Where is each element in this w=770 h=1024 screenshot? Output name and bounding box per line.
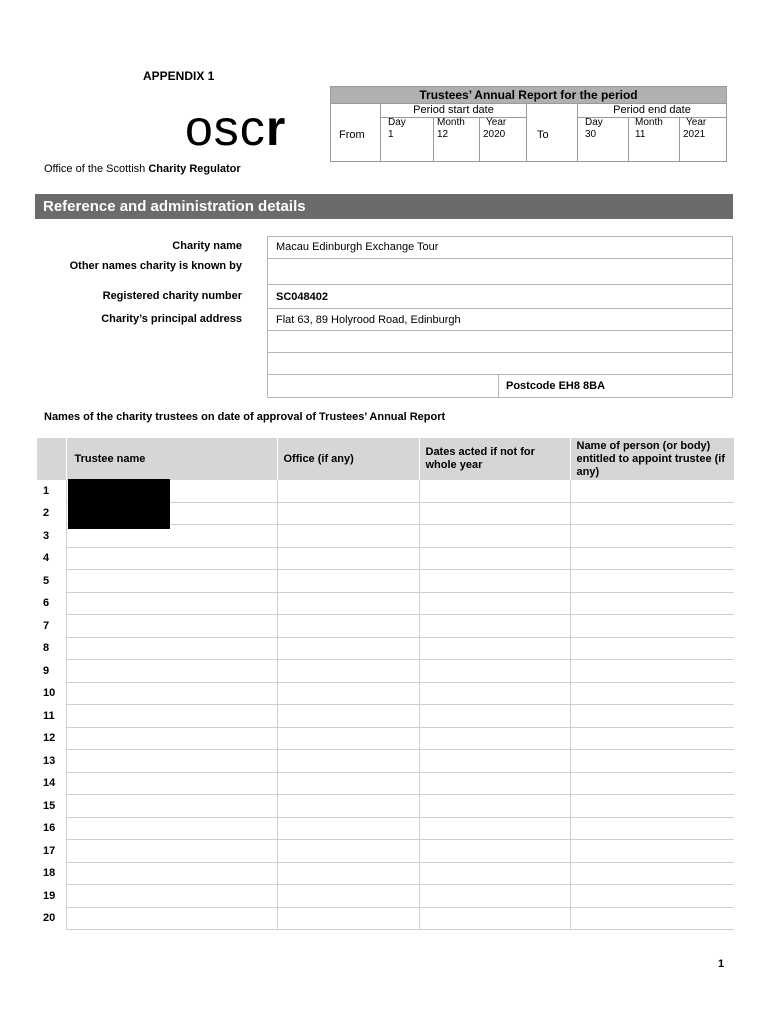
trustee-name-cell[interactable] bbox=[66, 862, 277, 885]
table-row bbox=[37, 750, 734, 773]
start-year-label: Year bbox=[486, 117, 507, 128]
office-cell[interactable] bbox=[277, 637, 419, 660]
table-row bbox=[37, 817, 734, 840]
office-cell[interactable] bbox=[277, 480, 419, 502]
appointer-cell[interactable] bbox=[570, 592, 734, 615]
dates-cell[interactable] bbox=[419, 750, 570, 773]
appointer-cell[interactable] bbox=[570, 840, 734, 863]
tagline-bold: Charity Regulator bbox=[148, 163, 241, 175]
office-cell[interactable] bbox=[277, 570, 419, 593]
start-day-label: Day bbox=[388, 117, 406, 128]
office-cell[interactable] bbox=[277, 525, 419, 548]
office-cell[interactable] bbox=[277, 727, 419, 750]
dates-cell[interactable] bbox=[419, 637, 570, 660]
dates-cell[interactable] bbox=[419, 795, 570, 818]
table-row bbox=[37, 862, 734, 885]
dates-cell[interactable] bbox=[419, 840, 570, 863]
office-cell[interactable] bbox=[277, 682, 419, 705]
page-number: 1 bbox=[718, 958, 725, 970]
row-number: 20 bbox=[43, 912, 56, 925]
appointer-cell[interactable] bbox=[570, 525, 734, 548]
appointer-cell[interactable] bbox=[570, 795, 734, 818]
dates-cell[interactable] bbox=[419, 682, 570, 705]
row-number: 7 bbox=[43, 619, 50, 632]
dates-cell[interactable] bbox=[419, 615, 570, 638]
row-number: 4 bbox=[43, 552, 50, 565]
trustee-name-cell[interactable] bbox=[66, 817, 277, 840]
trustee-name-cell[interactable] bbox=[66, 547, 277, 570]
postcode-field[interactable]: Postcode EH8 8BA bbox=[506, 380, 606, 392]
appointer-cell[interactable] bbox=[570, 727, 734, 750]
end-day-label: Day bbox=[585, 117, 603, 128]
dates-cell[interactable] bbox=[419, 907, 570, 930]
row-number: 8 bbox=[43, 642, 50, 655]
table-row bbox=[37, 592, 734, 615]
row-number: 14 bbox=[43, 777, 56, 790]
logo-text: osc bbox=[185, 100, 266, 156]
address-line2-field[interactable] bbox=[267, 330, 733, 353]
trustees-title: Names of the charity trustees on date of approval of Trustees’ Annual Report bbox=[44, 411, 446, 423]
table-row bbox=[37, 547, 734, 570]
start-day-value[interactable]: 1 bbox=[388, 129, 394, 140]
table-row bbox=[37, 615, 734, 638]
office-cell[interactable] bbox=[277, 660, 419, 683]
dates-cell[interactable] bbox=[419, 480, 570, 502]
row-number-header bbox=[37, 438, 66, 480]
appointer-cell[interactable] bbox=[570, 502, 734, 525]
trustee-name-cell[interactable] bbox=[66, 615, 277, 638]
appointer-cell[interactable] bbox=[570, 907, 734, 930]
period-table bbox=[330, 86, 727, 162]
office-cell[interactable] bbox=[277, 615, 419, 638]
office-cell[interactable] bbox=[277, 750, 419, 773]
trustee-name-cell[interactable] bbox=[66, 592, 277, 615]
to-label: To bbox=[537, 129, 549, 141]
office-cell[interactable] bbox=[277, 795, 419, 818]
period-end-label: Period end date bbox=[613, 104, 691, 116]
appointer-cell[interactable] bbox=[570, 480, 734, 502]
end-year-value[interactable]: 2021 bbox=[683, 129, 706, 140]
appointer-cell[interactable] bbox=[570, 817, 734, 840]
table-row bbox=[37, 727, 734, 750]
dates-cell[interactable] bbox=[419, 727, 570, 750]
office-cell[interactable] bbox=[277, 547, 419, 570]
row-number: 17 bbox=[43, 844, 56, 857]
row-number: 18 bbox=[43, 867, 56, 880]
office-header: Office (if any) bbox=[277, 438, 419, 480]
dates-cell[interactable] bbox=[419, 862, 570, 885]
end-month-label: Month bbox=[635, 117, 663, 128]
appointer-header: Name of person (or body) entitled to appoint trustee (if any) bbox=[570, 438, 734, 480]
trustee-name-cell[interactable] bbox=[66, 907, 277, 930]
trustee-name-cell[interactable] bbox=[66, 795, 277, 818]
period-title: Trustees’ Annual Report for the period bbox=[331, 87, 726, 103]
address-line3-field[interactable] bbox=[267, 352, 733, 375]
trustee-name-cell[interactable] bbox=[66, 840, 277, 863]
end-month-value[interactable]: 11 bbox=[635, 129, 646, 140]
trustee-name-cell[interactable] bbox=[66, 660, 277, 683]
address-line1-field[interactable]: Flat 63, 89 Holyrood Road, Edinburgh bbox=[267, 308, 733, 331]
dates-cell[interactable] bbox=[419, 772, 570, 795]
row-number: 19 bbox=[43, 889, 56, 902]
dates-cell[interactable] bbox=[419, 547, 570, 570]
office-cell[interactable] bbox=[277, 840, 419, 863]
row-number: 1 bbox=[43, 485, 50, 497]
table-row bbox=[37, 885, 734, 908]
table-row bbox=[37, 570, 734, 593]
office-cell[interactable] bbox=[277, 592, 419, 615]
reg-number-label: Registered charity number bbox=[102, 290, 242, 302]
appointer-cell[interactable] bbox=[570, 750, 734, 773]
other-names-field[interactable] bbox=[267, 258, 733, 285]
office-cell[interactable] bbox=[277, 885, 419, 908]
office-cell[interactable] bbox=[277, 772, 419, 795]
appointer-cell[interactable] bbox=[570, 772, 734, 795]
logo-text-bold: r bbox=[265, 100, 287, 156]
row-number: 16 bbox=[43, 822, 56, 835]
trustee-name-header: Trustee name bbox=[66, 438, 277, 480]
appendix-label: APPENDIX 1 bbox=[143, 69, 215, 83]
office-cell[interactable] bbox=[277, 862, 419, 885]
trustee-name-cell[interactable] bbox=[66, 727, 277, 750]
oscr-logo bbox=[185, 100, 286, 156]
trustee-name-cell[interactable] bbox=[66, 885, 277, 908]
table-row bbox=[37, 840, 734, 863]
dates-cell[interactable] bbox=[419, 705, 570, 728]
address-postcode-row bbox=[267, 374, 733, 398]
row-number: 6 bbox=[43, 597, 50, 610]
row-number: 11 bbox=[43, 709, 55, 722]
address-label: Charity’s principal address bbox=[101, 313, 242, 325]
dates-cell[interactable] bbox=[419, 592, 570, 615]
trustee-name-cell[interactable] bbox=[66, 637, 277, 660]
end-day-value[interactable]: 30 bbox=[585, 129, 597, 140]
row-number: 15 bbox=[43, 799, 56, 812]
appointer-cell[interactable] bbox=[570, 547, 734, 570]
row-number: 3 bbox=[43, 529, 50, 542]
dates-header: Dates acted if not for whole year bbox=[419, 438, 570, 480]
office-cell[interactable] bbox=[277, 705, 419, 728]
table-row bbox=[37, 637, 734, 660]
appointer-cell[interactable] bbox=[570, 682, 734, 705]
row-number: 13 bbox=[43, 754, 56, 767]
table-row bbox=[37, 772, 734, 795]
dates-cell[interactable] bbox=[419, 570, 570, 593]
tagline-prefix: Office of the Scottish bbox=[44, 163, 149, 175]
office-cell[interactable] bbox=[277, 817, 419, 840]
appointer-cell[interactable] bbox=[570, 862, 734, 885]
table-row bbox=[37, 795, 734, 818]
dates-cell[interactable] bbox=[419, 502, 570, 525]
appointer-cell[interactable] bbox=[570, 705, 734, 728]
redaction-block bbox=[68, 479, 170, 529]
from-label: From bbox=[339, 129, 365, 141]
appointer-cell[interactable] bbox=[570, 885, 734, 908]
row-number: 9 bbox=[43, 664, 50, 677]
office-cell[interactable] bbox=[277, 502, 419, 525]
start-month-value[interactable]: 12 bbox=[437, 129, 449, 140]
oscr-tagline bbox=[44, 163, 241, 175]
row-number: 5 bbox=[43, 574, 50, 587]
charity-name-field[interactable]: Macau Edinburgh Exchange Tour bbox=[267, 236, 733, 259]
dates-cell[interactable] bbox=[419, 525, 570, 548]
period-start-label: Period start date bbox=[413, 104, 494, 116]
appointer-cell[interactable] bbox=[570, 660, 734, 683]
appointer-cell[interactable] bbox=[570, 637, 734, 660]
table-row bbox=[37, 907, 734, 930]
start-year-value[interactable]: 2020 bbox=[483, 129, 506, 140]
reg-number-field[interactable]: SC048402 bbox=[267, 284, 733, 309]
other-names-label: Other names charity is known by bbox=[69, 260, 242, 272]
section-title: Reference and administration details bbox=[35, 194, 733, 219]
start-month-label: Month bbox=[437, 117, 465, 128]
trustee-name-cell[interactable] bbox=[66, 750, 277, 773]
table-row bbox=[37, 660, 734, 683]
appointer-cell[interactable] bbox=[570, 570, 734, 593]
row-number: 2 bbox=[43, 507, 50, 520]
trustee-name-cell[interactable] bbox=[66, 570, 277, 593]
dates-cell[interactable] bbox=[419, 660, 570, 683]
office-cell[interactable] bbox=[277, 907, 419, 930]
end-year-label: Year bbox=[686, 117, 707, 128]
row-number: 12 bbox=[43, 732, 56, 745]
row-number: 10 bbox=[43, 687, 56, 700]
trustee-name-cell[interactable] bbox=[66, 705, 277, 728]
charity-name-label: Charity name bbox=[172, 240, 242, 252]
dates-cell[interactable] bbox=[419, 817, 570, 840]
dates-cell[interactable] bbox=[419, 885, 570, 908]
trustee-name-cell[interactable] bbox=[66, 772, 277, 795]
trustee-name-cell[interactable] bbox=[66, 682, 277, 705]
appointer-cell[interactable] bbox=[570, 615, 734, 638]
table-row bbox=[37, 705, 734, 728]
table-row bbox=[37, 682, 734, 705]
